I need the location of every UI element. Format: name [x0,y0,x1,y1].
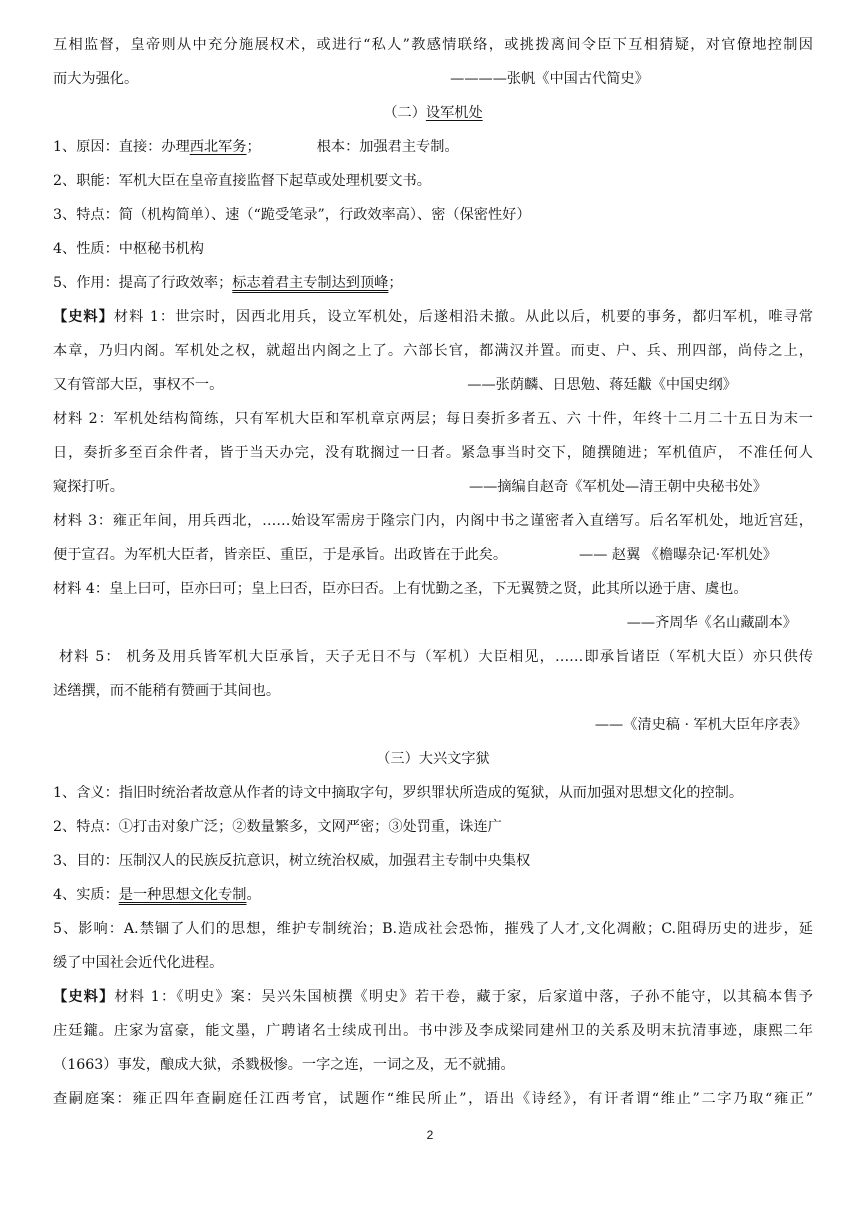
material-3-source: —— 赵翼 《檐曝杂记·军机处》 [579,547,777,563]
source-tag: 【史料】 [53,309,114,325]
material-2-line-3 [53,470,813,504]
intro-source: ————张帆《中国古代简史》 [450,71,649,87]
sec2-nature: 4、性质：中枢秘书机构 [53,241,204,257]
material-2-line-2: 日，奏折多至百余件者，皆于当天办完，没有耽搁过一日者。紧急事当时交下，随撰随进；军机值庐， 不准任何人 [53,445,813,461]
material-2-text-end: 窥探打听。 [53,479,124,495]
material-1-line-2: 本章，乃归内阁。军机处之权，就超出内阁之上了。六部长官，都满汉并置。而吏、户、兵、刑四部，尚侍之上， [53,343,813,359]
material-5-text: 材料 5： 机务及用兵皆军机大臣承旨，天子无日不与（军机）大臣相见，……即承旨诸臣（军机大臣）亦只供传 [59,649,813,665]
reason-root: 根本：加强君主专制。 [316,139,459,155]
source-tag-2: 【史料】 [53,989,115,1005]
sec3-material-1-line-3: （1663）事发，酿成大狱，杀戮极惨。一字之连，一词之及，无不就捕。 [53,1057,515,1073]
sec3-material-1-text: 材料 1：《明史》案：吴兴朱国桢撰《明史》若干卷，藏于家，后家道中落，子孙不能守，以其稿本售予 [114,989,813,1005]
sec3-feature: 2、特点：①打击对象广泛；②数量繁多，文网严密；③处罚重，诛连广 [53,819,502,835]
sec3-impact-line-2: 缓了中国社会近代化进程。 [53,955,224,971]
section-2-number: （二） [383,105,426,121]
sec2-duty: 2、职能：军机大臣在皇帝直接监督下起草或处理机要文书。 [53,173,431,189]
essence-end: 。 [246,887,261,903]
section-2-title: 设军机处 [425,105,483,121]
intro-text: 而大为强化。 [53,71,139,87]
material-3-text-end: 便于宣召。为军机大臣者，皆亲臣、重臣，于是承旨。出政皆在于此矣。 [53,547,508,563]
material-1-line-3 [53,368,813,402]
essence-key: 是一种思想文化专制 [118,887,247,903]
section-2-heading [53,96,813,130]
material-2-line-1: 材料 2：军机处结构简练，只有军机大臣和军机章京两层；每日奏折多者五、六 十件，年终十二月二十五日为末一 [53,411,813,427]
intro-line-2 [53,62,813,96]
material-1-text: 材料 1：世宗时，因西北用兵，设立军机处，后遂相沿未撤。从此以后，机要的事务，都归军机，唯寻常 [113,309,813,325]
sec2-effect [53,266,813,300]
material-3-line-1: 材料 3：雍正年间，用兵西北，……始设军需房于隆宗门内，内阁中书之谨密者入直缮写。后名军机处，地近宫廷， [53,513,813,529]
reason-sep: ； [246,139,261,155]
sec2-reason [53,130,813,164]
intro-line-1: 互相监督，皇帝则从中充分施展权术，或进行“私人”教感情联络，或挑拨离间令臣下互相猜疑，对官僚地控制因 [53,37,813,53]
sec3-essence [53,878,813,912]
material-1-line-1 [53,300,813,334]
sec2-feature: 3、特点：简（机构简单）、速（“跪受笔录”，行政效率高）、密（保密性好） [53,207,531,223]
sec3-meaning: 1、含义：指旧时统治者故意从作者的诗文中摘取字句，罗织罪状所造成的冤狱，从而加强对思想文化的控制。 [53,785,744,801]
essence-label: 4、实质： [53,887,119,903]
sec3-purpose: 3、目的：压制汉人的民族反抗意识，树立统治权威，加强君主专制中央集权 [53,853,531,869]
reason-direct: 西北军务 [189,139,247,155]
effect-end: ； [388,275,403,291]
material-4-source [53,606,813,640]
reason-label: 1、原因：直接：办理 [53,139,190,155]
effect-label: 5、作用：提高了行政效率； [53,275,233,291]
material-5-line-2: 述缮撰，而不能稍有赞画于其间也。 [53,683,281,699]
document-page [53,28,813,1116]
material-5-source-text: ——《清史稿 · 军机大臣年序表》 [594,717,807,733]
material-5-line-1 [53,640,813,674]
sec3-material-1-line-1 [53,980,813,1014]
material-1-text-end: 又有管部大臣，事权不一。 [53,377,224,393]
sec3-material-1-line-2: 庄廷鑨。庄家为富豪，能文墨，广聘诸名士续成刊出。书中涉及李成梁同建州卫的关系及明末抗清事迹，康熙二年 [53,1023,813,1039]
material-1-source: ——张荫麟、日思勉、蒋廷黻《中国史纲》 [467,377,737,393]
material-4-source-text: ——齐周华《名山藏副本》 [626,615,797,631]
material-5-source [53,708,813,742]
sec3-material-2-line-1: 查嗣庭案：雍正四年查嗣庭任江西考官，试题作“维民所止”，语出《诗经》，有讦者谓“维止”二字乃取“雍正” [53,1091,813,1107]
material-2-source: ——摘编自赵奇《军机处—清王朝中央秘书处》 [468,479,767,495]
material-3-line-2 [53,538,813,572]
page-number: 2 [426,1128,434,1142]
material-4-line-1: 材料 4：皇上曰可，臣亦曰可；皇上曰否，臣亦曰否。上有忧勤之圣，下无翼赞之贤，此其所以逊于唐、虞也。 [53,581,748,597]
effect-key: 标志着君主专制达到顶峰 [232,275,389,291]
section-3-heading: （三）大兴文字狱 [376,751,490,767]
sec3-impact-line-1: 5、影响：A.禁锢了人们的思想，维护专制统治；B.造成社会恐怖，摧残了人才,文化凋敝；C.阻碍历史的进步，延 [53,921,813,937]
